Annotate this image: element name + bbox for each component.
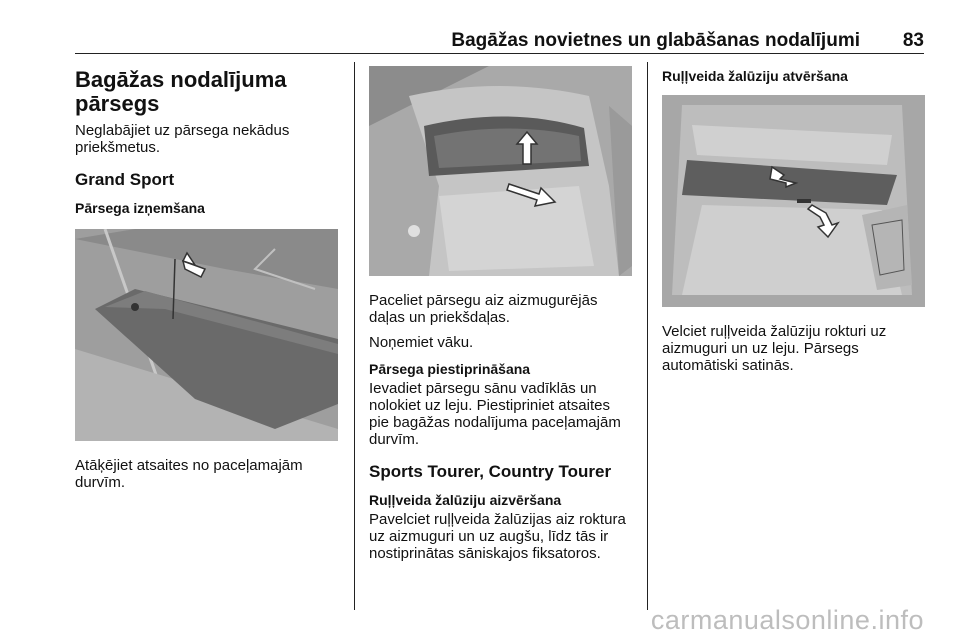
column-2: [369, 64, 634, 570]
illustration-open-blind: [662, 95, 925, 307]
page-number: 83: [902, 30, 924, 51]
watermark: carmanualsonline.info: [650, 605, 924, 635]
paragraph-attach: Ievadiet pārsegu sānu vadīklās un nolokiet uz leju. Piestipriniet atsaites pie bagāžas nodalījuma paceļamajām durvīm.: [369, 380, 621, 448]
subheading-sports-tourer: Sports Tourer, Country Tourer: [369, 462, 612, 481]
minor-heading-attach: Pārsega piestiprināšana: [369, 361, 531, 377]
paragraph-close-blind: Pavelciet ruļļveida žalūzijas aiz roktura uz aizmuguri un uz augšu, līdz tās ir nostiprinātas sāniskajos fiksatoros.: [369, 511, 626, 562]
page-header: [75, 30, 924, 52]
illustration-remove-cover: [75, 229, 338, 441]
caption-unhook: Atāķējiet atsaites no paceļamajām durvīm.: [75, 457, 303, 491]
minor-heading-close-blind: Ruļļveida žalūziju aizvēršana: [369, 492, 562, 508]
column-divider-2: [647, 62, 648, 610]
minor-heading-removal: Pārsega izņemšana: [75, 200, 205, 216]
header-rule: [75, 53, 924, 54]
illustration-lift-cover: [369, 66, 632, 276]
section-heading: Bagāžas nodalījuma pārsegs: [75, 67, 287, 116]
paragraph-open-blind: Velciet ruļļveida žalūziju rokturi uz aizmuguri un uz leju. Pārsegs automātiski satinās.: [662, 323, 887, 374]
minor-heading-open-blind: Ruļļveida žalūziju atvēršana: [662, 68, 848, 84]
column-3: [662, 64, 927, 382]
column-divider-1: [354, 62, 355, 610]
paragraph-remove: Noņemiet vāku.: [369, 334, 474, 351]
subheading-grand-sport: Grand Sport: [75, 170, 175, 189]
paragraph-lift: Paceliet pārsegu aiz aizmugurējās daļas un priekšdaļas.: [369, 292, 598, 326]
intro-paragraph: Neglabājiet uz pārsega nekādus priekšmetus.: [75, 122, 290, 156]
header-title: Bagāžas novietnes un glabāšanas nodalījumi: [451, 30, 860, 51]
column-1: [75, 64, 340, 499]
